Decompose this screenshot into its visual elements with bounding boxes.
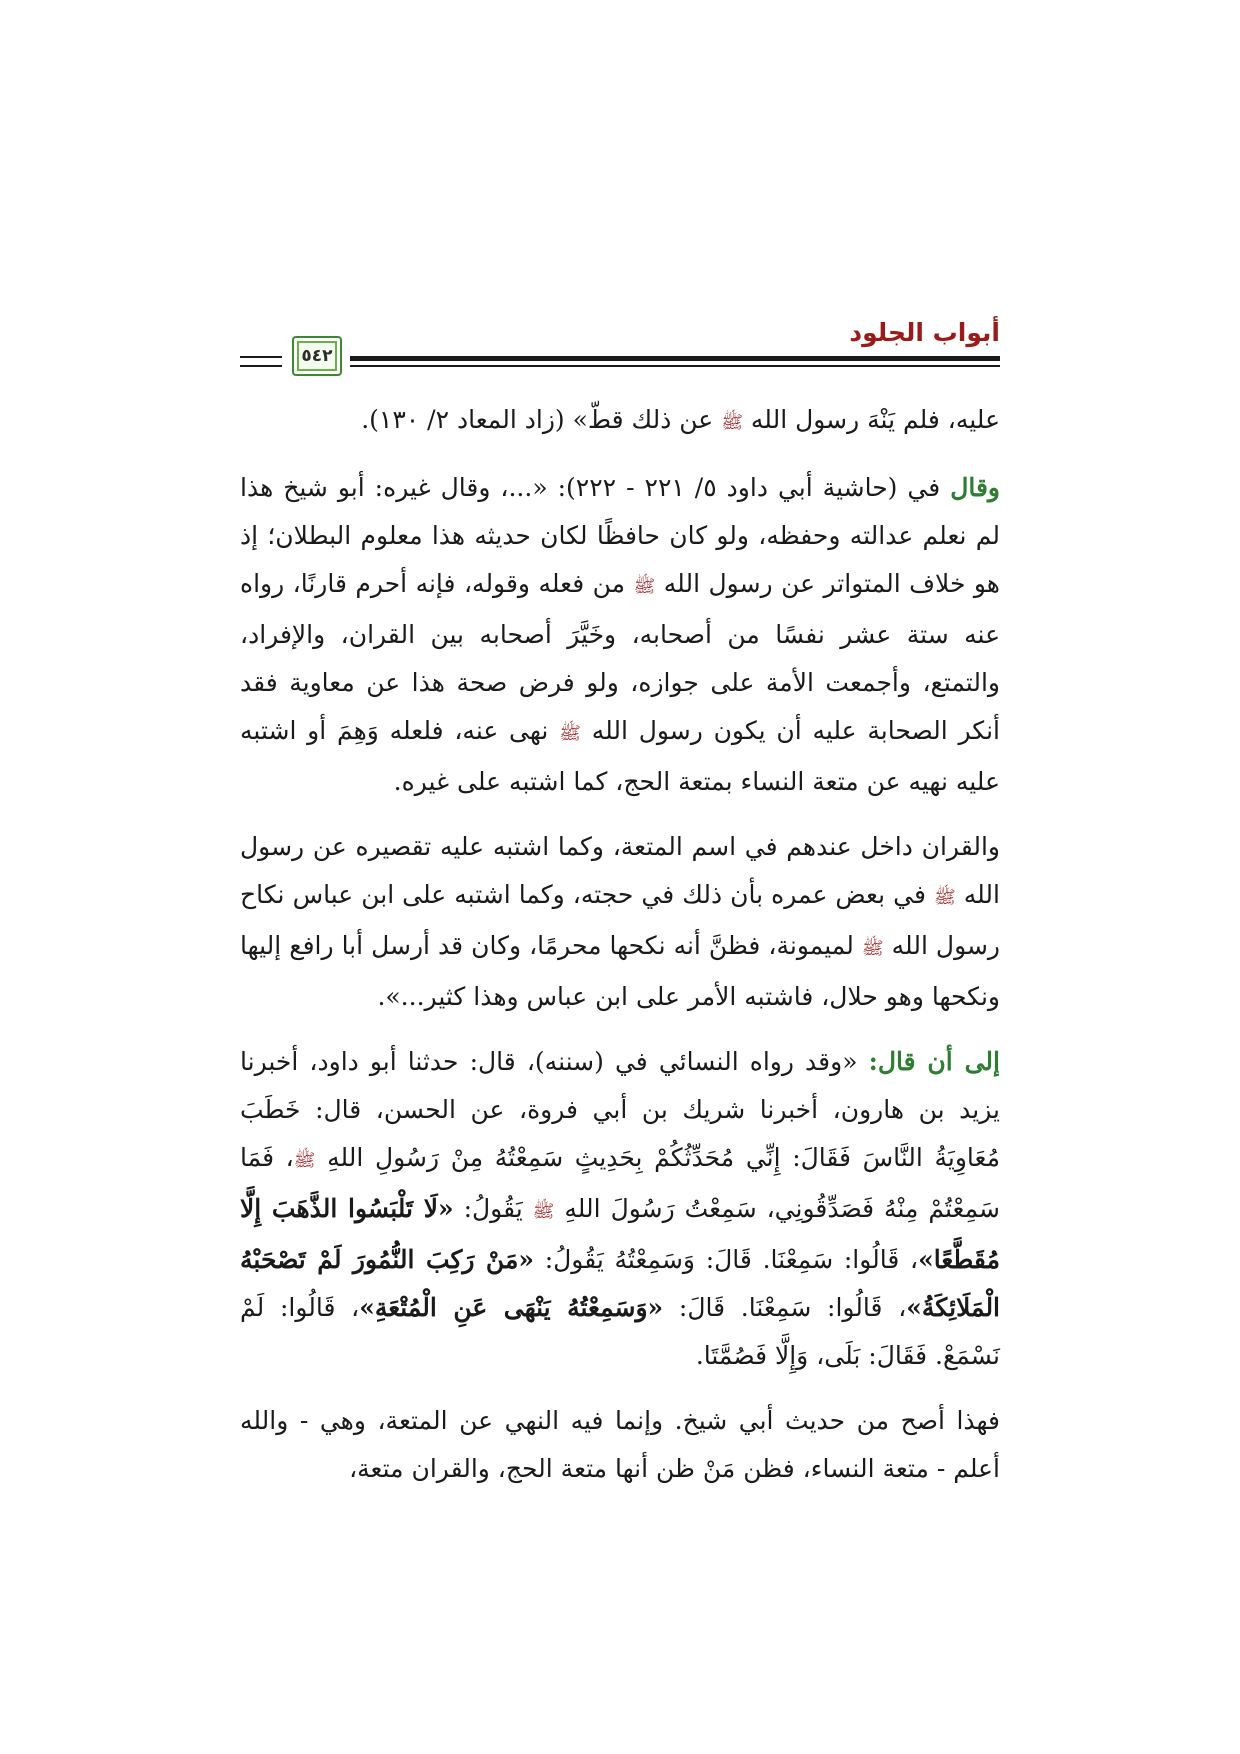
salawat-glyph: ﷺ [721, 412, 743, 433]
chapter-title: أبواب الجلود [849, 318, 1000, 347]
running-header [240, 318, 1000, 366]
salawat-glyph: ﷺ [532, 1201, 555, 1222]
hadith-quote: «وَسَمِعْتُهُ يَنْهَى عَنِ الْمُتْعَةِ» [359, 1293, 664, 1322]
text-run: ، قَالُوا: لَمْ نَسْمَعْ. فَقَالَ: بَلَى، وَإِلَّا فَصُمَّتَا. [240, 1293, 1000, 1370]
keyword-ila-an-qal: إلى أن قال: [868, 1047, 1000, 1076]
text-run: عن ذلك قطّ» (زاد المعاد ٢/ ١٣٠). [361, 405, 714, 434]
keyword-wa-qal: وقال [950, 473, 1000, 502]
text-run: في (حاشية أبي داود ٥/ ٢٢١ - ٢٢٢): «...، وقال غيره: أبو شيخ هذا لم نعلم عدالته وحفظه، ولو كان حافظًا لكان حديثه هذا معلوم البطلان؛ إذ هو خلاف المتواتر عن رسول الله [240, 473, 1000, 598]
text-run: من فعله وقوله، فإنه أحرم قارنًا، رواه عنه ستة عشر نفسًا من أصحابه، وخَيَّرَ أصحابه بين القران، والإفراد، والتمتع، وأجمعت الأمة على جوازه، ولو فرض صحة هذا عن معاوية فقد أنكر الصحابة عليه أن يكون رسول الله [240, 569, 1000, 745]
paragraph-4 [240, 1038, 1000, 1380]
text-run: في بعض عمره بأن ذلك في حجته، وكما اشتبه على ابن عباس نكاح رسول الله [240, 880, 1001, 960]
text-run: عليه، فلم يَنْهَ رسول الله [750, 405, 1000, 434]
text-run: «وقد رواه النسائي في (سننه)، قال: حدثنا أبو داود، أخبرنا يزيد بن هارون، أخبرنا شريك بن أبي فروة، عن الحسن، قال: خَطَبَ مُعَاوِيَةُ النَّاسَ فَقَالَ: إِنِّي مُحَدِّثُكُمْ بِحَدِيثٍ سَمِعْتُهُ مِنْ رَسُولِ اللهِ [240, 1047, 1000, 1172]
hadith-quote: «مَنْ رَكِبَ النُّمُورَ لَمْ تَصْحَبْهُ الْمَلَائِكَةُ» [240, 1245, 1001, 1322]
text-run: يَقُولُ: [463, 1194, 523, 1223]
header-rule-thick [350, 356, 1000, 361]
body-text [240, 396, 1000, 1510]
text-run: نهى عنه، فلعله وَهِمَ أو اشتبه عليه نهيه عن متعة النساء بمتعة الحج، كما اشتبه على غيره. [240, 716, 1000, 796]
header-rule-thin [350, 365, 1000, 367]
badge-rule-top [240, 356, 282, 358]
text-run: فهذا أصح من حديث أبي شيخ. وإنما فيه النهي عن المتعة، وهي - والله أعلم - متعة النساء، فظن مَنْ ظن أنها متعة الحج، والقران متعة، [240, 1406, 1000, 1483]
salawat-glyph: ﷺ [293, 1150, 316, 1171]
salawat-glyph: ﷺ [559, 723, 581, 744]
text-run: والقران داخل عندهم في اسم المتعة، وكما اشتبه عليه تقصيره عن رسول الله [240, 832, 1000, 909]
salawat-glyph: ﷺ [933, 887, 956, 908]
text-run: ، فَمَا سَمِعْتُمْ مِنْهُ فَصَدِّقُونِي، سَمِعْتُ رَسُولَ اللهِ [240, 1143, 1000, 1223]
text-run: ، قَالُوا: سَمِعْنَا. قَالَ: [678, 1293, 907, 1322]
badge-rule-bottom [240, 365, 282, 367]
hadith-quote: «لَا تَلْبَسُوا الذَّهَبَ إِلَّا مُقَطَّعًا» [240, 1194, 1000, 1274]
text-run: ، قَالُوا: سَمِعْنَا. قَالَ: وَسَمِعْتُهُ يَقُولُ: [544, 1245, 919, 1274]
paragraph-5 [240, 1397, 1000, 1493]
salawat-glyph: ﷺ [633, 576, 656, 597]
page-number-badge [292, 336, 342, 376]
salawat-glyph: ﷺ [861, 938, 884, 959]
paragraph-2 [240, 464, 1000, 806]
paragraph-3 [240, 823, 1000, 1021]
text-run: لميمونة، فظنَّ أنه نكحها محرمًا، وكان قد أرسل أبا رافع إليها ونكحها وهو حلال، فاشتبه الأمر على ابن عباس وهذا كثير...». [240, 931, 1000, 1011]
paragraph-1 [240, 396, 1000, 447]
page-number: ٥٤٢ [301, 346, 333, 366]
